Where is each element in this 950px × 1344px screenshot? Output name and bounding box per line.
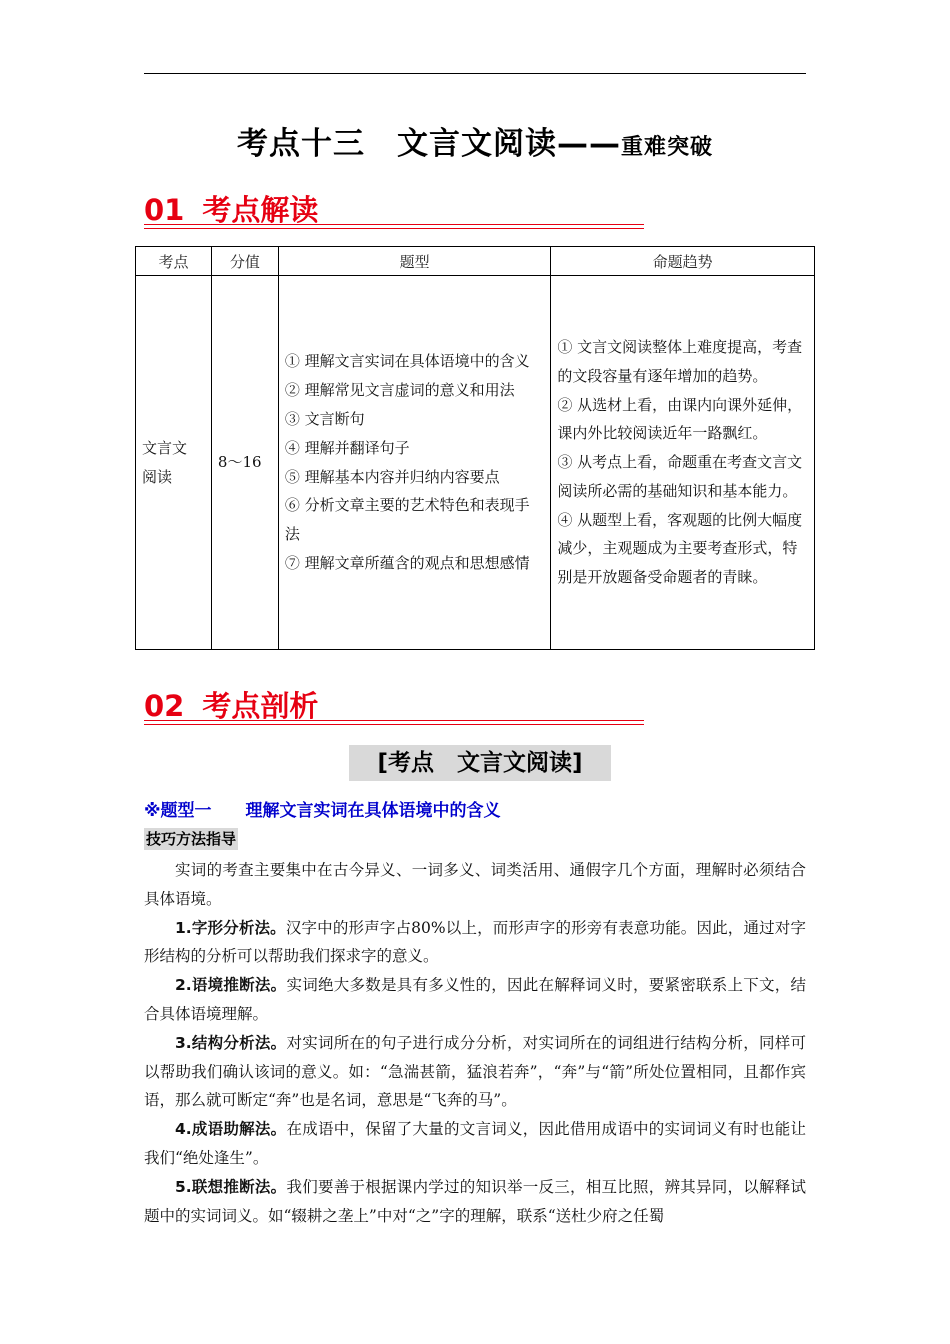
header-cell: 题型: [278, 247, 551, 276]
kaodian-cell: 文言文 阅读: [136, 276, 212, 650]
tips-label: 技巧方法指导: [146, 830, 237, 848]
section-label: 考点剖析: [202, 689, 319, 723]
method-paragraph: 3.结构分析法。对实词所在的句子进行成分分析，对实词所在的词组进行结构分析，同样可以帮助我们确认该词的意义。如：“急湍甚箭，猛浪若奔”，“奔”与“箭”所处位置相同，且都作宾语，那么就可断定“奔”也是名词，意思是“飞奔的马”。: [144, 1033, 806, 1110]
list-item: ④ 理解并翻译句子: [284, 438, 410, 457]
body-text: [144, 856, 806, 1230]
section-heading-2: [144, 684, 644, 725]
header-cell: 命题趋势: [551, 247, 815, 276]
title-main: 考点十三 文言文阅读——: [236, 126, 621, 162]
intro-paragraph: 实词的考查主要集中在古今异义、一词多义、词类活用、通假字几个方面，理解时必须结合具体语境。: [144, 861, 806, 908]
section-rule-2: [144, 720, 644, 725]
list-item: ① 文言文阅读整体上难度提高，考查的文段容量有逐年增加的趋势。: [557, 337, 803, 385]
list-item: ③ 文言断句: [284, 409, 365, 428]
question-type-heading: [144, 796, 501, 821]
method-label: 3.结构分析法。: [175, 1033, 287, 1052]
table-row: [136, 276, 815, 650]
qtype-cell: [278, 276, 551, 650]
kaodian-banner: [考点 文言文阅读]: [349, 745, 611, 781]
list-item: ⑤ 理解基本内容并归纳内容要点: [284, 467, 500, 486]
title-sub: 重难突破: [620, 134, 713, 160]
page-title: [0, 118, 950, 163]
list-item: ④ 从题型上看，客观题的比例大幅度减少，主观题成为主要考查形式，特别是开放题备受命题者的青睐。: [557, 510, 803, 587]
list-item: ① 理解文言实词在具体语境中的含义: [284, 352, 530, 371]
qtype-text: 理解文言实词在具体语境中的含义: [245, 801, 501, 821]
kaodian-table: [135, 246, 815, 650]
section-rule-1: [144, 224, 644, 229]
method-label: 5.联想推断法。: [175, 1177, 287, 1196]
method-paragraph: 4.成语助解法。在成语中，保留了大量的文言词义，因此借用成语中的实词词义有时也能让我们“绝处逢生”。: [144, 1120, 806, 1167]
method-paragraph: 2.语境推断法。实词绝大多数是具有多义性的，因此在解释词义时，要紧密联系上下文，结合具体语境理解。: [144, 976, 806, 1023]
trend-cell: [551, 276, 815, 650]
section-heading-1: [144, 188, 644, 229]
method-label: 4.成语助解法。: [175, 1120, 287, 1139]
list-item: ③ 从考点上看，命题重在考查文言文阅读所必需的基础知识和基本能力。: [557, 453, 803, 500]
qtype-prefix: ※题型一: [144, 801, 212, 821]
header-rule: [144, 73, 806, 74]
section-label: 考点解读: [202, 193, 319, 227]
list-item: ② 理解常见文言虚词的意义和用法: [284, 381, 515, 400]
list-item: ⑦ 理解文章所蕴含的观点和思想感情: [284, 553, 530, 572]
header-cell: 考点: [136, 247, 212, 276]
header-cell: 分值: [211, 247, 278, 276]
section-number: 01: [144, 193, 185, 227]
method-paragraph: 1.字形分析法。汉字中的形声字占80%以上，而形声字的形旁有表意功能。因此，通过对字形结构的分析可以帮助我们探求字的意义。: [144, 918, 806, 966]
section-number: 02: [144, 689, 185, 723]
table-header-row: [136, 247, 815, 276]
score-cell: 8～16: [211, 276, 278, 650]
list-item: ⑥ 分析文章主要的艺术特色和表现手法: [284, 496, 530, 544]
list-item: ② 从选材上看，由课内向课外延伸，课内外比较阅读近年一路飘红。: [557, 395, 803, 443]
method-label: 2.语境推断法。: [175, 976, 287, 995]
method-label: 1.字形分析法。: [175, 918, 286, 937]
method-paragraph: 5.联想推断法。我们要善于根据课内学过的知识举一反三，相互比照，辨其异同，以解释试题中的实词词义。如“辍耕之垄上”中对“之”字的理解，联系“送杜少府之任蜀: [144, 1177, 806, 1225]
